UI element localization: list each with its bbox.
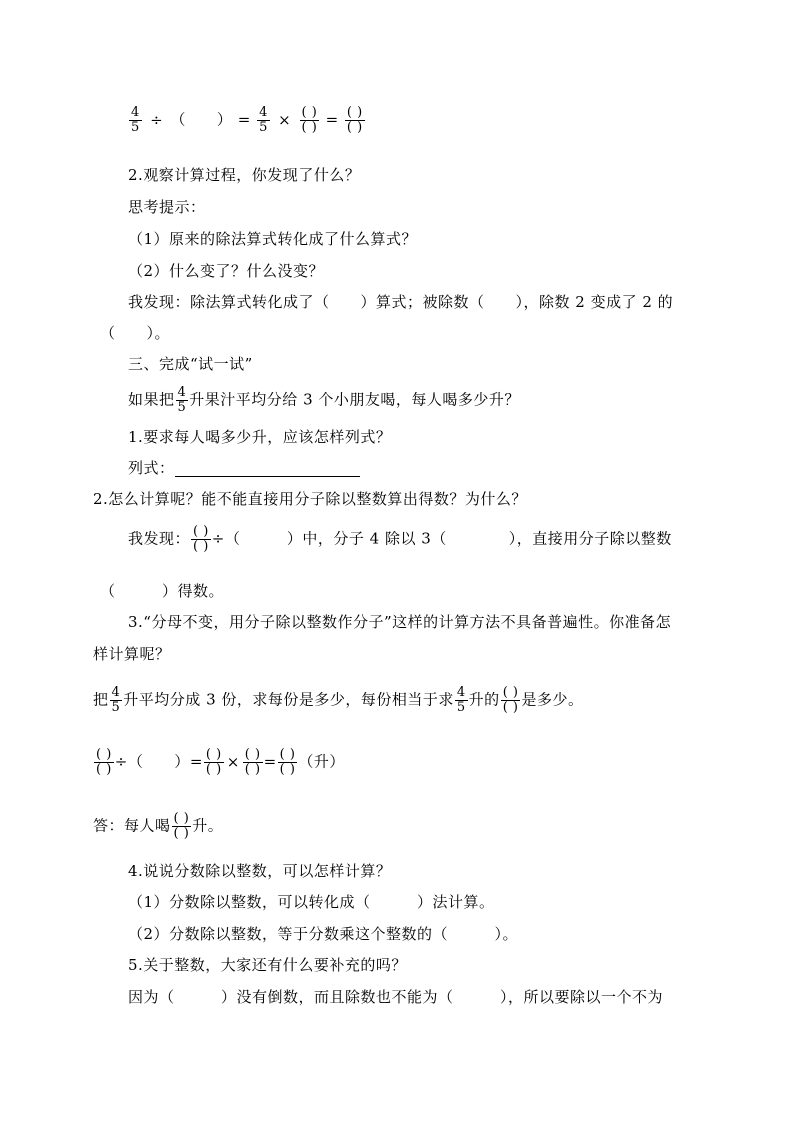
question-2-title: 2.观察计算过程，你发现了什么？ [128, 166, 361, 184]
hint-2: （2）什么变了？什么没变？ [128, 262, 325, 280]
answer-line [93, 812, 223, 841]
discovery-2-prefix: 我发现： [128, 529, 191, 548]
split-suffix: 是多少。 [521, 690, 584, 709]
question-4-2: （2）分数除以整数，等于分数乘这个整数的（ ）。 [128, 925, 519, 943]
fraction-blank[interactable]: $\frac{( )}{( )}$ [173, 811, 190, 841]
discovery-2 [128, 525, 672, 554]
hint-label: 思考提示： [128, 198, 206, 216]
equation-1 [128, 106, 366, 135]
fraction-blank[interactable]: $\frac{( )}{( )}$ [346, 105, 363, 135]
formula-blank[interactable] [175, 462, 360, 477]
trial-suffix: 升果汁平均分给 3 个小朋友喝，每人喝多少升？ [189, 390, 520, 409]
fraction: $\frac{4}{5}$ [259, 105, 268, 135]
times-sign: × [226, 752, 240, 771]
split-middle: 升平均分成 3 份，求每份是多少，每份相当于求 [123, 690, 454, 709]
equals-sign: = [325, 110, 339, 129]
times-sign: × [278, 110, 292, 129]
discovery-1-line-a: 我发现：除法算式转化成了（ ）算式；被除数（ ），除数 2 变成了 2 的 [128, 293, 674, 311]
divide-part: ÷（ ）= [114, 752, 203, 771]
question-5-line-a: 因为（ ）没有倒数，而且除数也不能为（ ），所以要除以一个不为 [128, 988, 664, 1006]
question-1: 1.要求每人喝多少升，应该怎样列式？ [128, 428, 392, 446]
question-2b: 2.怎么计算呢？能不能直接用分子除以整数算出得数？为什么？ [93, 490, 527, 508]
fraction-blank[interactable]: $\frac{( )}{( )}$ [279, 747, 296, 777]
equation-2 [93, 748, 345, 777]
divide-sign: ÷ [150, 110, 164, 129]
question-3-line-a: 3.“分母不变，用分子除以整数作分子”这样的计算方法不具备普遍性。你准备怎 [128, 613, 672, 631]
discovery-2-text: ÷（ ）中，分子 4 除以 3（ ），直接用分子除以整数 [211, 529, 672, 548]
fraction: $\frac{4}{5}$ [456, 685, 466, 715]
blank-paren[interactable]: （ ） [170, 110, 233, 129]
split-middle-2: 升的 [468, 690, 500, 709]
hint-1: （1）原来的除法算式转化成了什么算式？ [128, 230, 418, 248]
discovery-1-line-b: （ ）。 [100, 324, 171, 342]
fraction-blank[interactable]: $\frac{( )}{( )}$ [193, 524, 209, 554]
split-prefix: 把 [93, 690, 109, 709]
fraction: $\frac{4}{5}$ [131, 105, 140, 135]
formula-label: 列式： [128, 459, 175, 477]
question-5: 5.关于整数，大家还有什么要补充的吗？ [128, 956, 407, 974]
formula-line [128, 459, 360, 477]
trial-problem [128, 386, 520, 415]
fraction-blank[interactable]: $\frac{( )}{( )}$ [301, 105, 318, 135]
trial-prefix: 如果把 [128, 390, 175, 409]
question-4: 4.说说分数除以整数，可以怎样计算？ [128, 862, 392, 880]
fraction-blank[interactable]: $\frac{( )}{( )}$ [244, 747, 261, 777]
fraction-blank[interactable]: $\frac{( )}{( )}$ [502, 685, 519, 715]
question-3-line-b: 样计算呢？ [93, 645, 171, 663]
answer-suffix: 升。 [192, 816, 224, 835]
unit-label: （升） [298, 752, 345, 771]
discovery-2-line-b: （ ）得数。 [100, 582, 225, 600]
answer-prefix: 答：每人喝 [93, 816, 171, 835]
question-4-1: （1）分数除以整数，可以转化成（ ）法计算。 [128, 893, 495, 911]
fraction: $\frac{4}{5}$ [177, 385, 187, 415]
fraction-blank[interactable]: $\frac{( )}{( )}$ [205, 747, 222, 777]
split-problem [93, 686, 583, 715]
section-3-title: 三、完成“试一试” [128, 355, 253, 373]
equals-sign: = [237, 110, 251, 129]
equals-sign: = [263, 752, 277, 771]
fraction: $\frac{4}{5}$ [111, 685, 121, 715]
fraction-blank[interactable]: $\frac{( )}{( )}$ [96, 747, 112, 777]
